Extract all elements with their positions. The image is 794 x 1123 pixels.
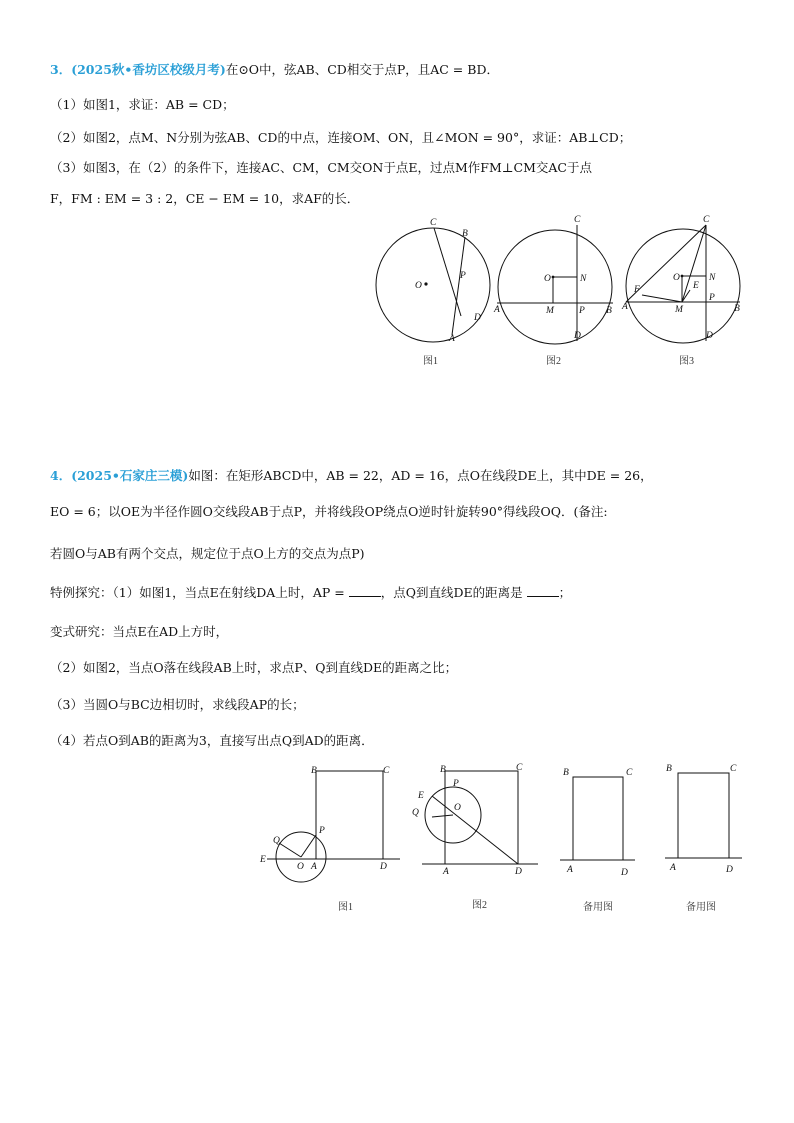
- label-B: B: [666, 764, 672, 774]
- figure-3-caption: 图3: [679, 356, 694, 367]
- label-N: N: [580, 274, 587, 284]
- label-A: A: [622, 302, 628, 312]
- label-P: P: [460, 271, 466, 281]
- label-P: P: [709, 293, 715, 303]
- figure-2-caption: 图2: [546, 356, 561, 367]
- problem-4-variant: 变式研究：当点E在AD上方时，: [50, 624, 229, 639]
- label-P: P: [319, 826, 325, 836]
- label-M: M: [675, 305, 683, 315]
- problem-4-figure-2: [410, 760, 540, 920]
- problem-3-figure-2: [490, 212, 620, 372]
- label-E: E: [418, 791, 424, 801]
- label-C: C: [383, 766, 390, 776]
- label-P: P: [453, 779, 459, 789]
- label-B: B: [563, 768, 569, 778]
- answer-blank-ap: [349, 585, 381, 597]
- label-A: A: [670, 863, 676, 873]
- label-D: D: [515, 867, 522, 877]
- problem-3-line-1: [50, 62, 499, 78]
- label-C: C: [516, 763, 523, 773]
- backup-figure-2-caption: 备用图: [686, 902, 716, 913]
- problem-4-line-1: [50, 468, 653, 484]
- label-C: C: [626, 768, 633, 778]
- problem-3-heading: 3．(2025秋•香坊区校级月考): [50, 62, 226, 77]
- label-C: C: [574, 215, 581, 225]
- answer-blank-distance: [527, 585, 559, 597]
- problem-4-line-3: 若圆O与AB有两个交点，规定位于点O上方的交点为点P): [50, 546, 365, 561]
- problem-3-q3-line-2: F，FM : EM = 3 : 2，CE − EM = 10，求AF的长．: [50, 191, 360, 206]
- label-C: C: [730, 764, 737, 774]
- problem-3-q2: （2）如图2，点M、N分别为弦AB、CD的中点，连接OM、ON，且∠MON = 90°，求证：AB⊥CD；: [50, 130, 632, 145]
- problem-3-figure-3: [620, 212, 750, 372]
- backup-figure-1-caption: 备用图: [583, 902, 613, 913]
- problem-3-q1: （1）如图1，求证：AB = CD；: [50, 97, 235, 112]
- problem-4-q1-part-b: ，点Q到直线DE的距离是: [380, 585, 523, 600]
- problem-4-q2: （2）如图2，当点O落在线段AB上时，求点P、Q到直线DE的距离之比；: [50, 660, 458, 675]
- problem-4-q1: [50, 585, 571, 601]
- label-A: A: [494, 305, 500, 315]
- problem-4-q1-part-a: 特例探究：（1）如图1，当点E在射线DA上时，AP =: [50, 585, 345, 600]
- problem-3-q3-line-1: （3）如图3，在（2）的条件下，连接AC、CM，CM交ON于点E，过点M作FM⊥CM交AC于点: [50, 160, 592, 175]
- figure-1-caption: 图1: [423, 356, 438, 367]
- label-N: N: [709, 273, 716, 283]
- label-B: B: [734, 304, 740, 314]
- label-Q: Q: [273, 836, 280, 846]
- label-B: B: [462, 229, 468, 239]
- label-B: B: [440, 765, 446, 775]
- label-B: B: [606, 306, 612, 316]
- problem-4-heading: 4．(2025•石家庄三模): [50, 468, 189, 483]
- label-D: D: [726, 865, 733, 875]
- label-O: O: [454, 803, 461, 813]
- label-A: A: [443, 867, 449, 877]
- problem-4-q4: （4）若点O到AB的距离为3，直接写出点Q到AD的距离．: [50, 733, 374, 748]
- label-D: D: [380, 862, 387, 872]
- problem-4-backup-figure-1: [555, 760, 645, 920]
- label-C: C: [430, 218, 437, 228]
- label-D: D: [574, 331, 581, 341]
- label-E: E: [260, 855, 266, 865]
- label-O: O: [415, 281, 422, 291]
- problem-4-stem: 如图：在矩形ABCD中，AB = 22，AD = 16，点O在线段DE上，其中DE = 26，: [188, 468, 653, 483]
- problem-4-line-2: EO = 6；以OE为半径作圆O交线段AB于点P，并将线段OP绕点O逆时针旋转90°得线段OQ．(备注:: [50, 504, 608, 519]
- label-P: P: [579, 306, 585, 316]
- figure-2-caption: 图2: [472, 900, 487, 911]
- label-D: D: [474, 313, 481, 323]
- label-A: A: [567, 865, 573, 875]
- label-M: M: [546, 306, 554, 316]
- label-F: F: [634, 285, 640, 295]
- problem-3-figure-1: [370, 212, 500, 372]
- label-D: D: [706, 331, 713, 341]
- problem-4-backup-figure-2: [660, 760, 750, 920]
- label-B: B: [311, 766, 317, 776]
- problem-4-q1-part-c: ；: [558, 585, 572, 600]
- label-O: O: [297, 862, 304, 872]
- label-C: C: [703, 215, 710, 225]
- label-Q: Q: [412, 808, 419, 818]
- label-A: A: [449, 334, 455, 344]
- label-E: E: [693, 281, 699, 291]
- label-O: O: [673, 273, 680, 283]
- problem-4-figure-1: [255, 760, 405, 920]
- label-O: O: [544, 274, 551, 284]
- label-A: A: [311, 862, 317, 872]
- problem-4-q3: （3）当圆O与BC边相切时，求线段AP的长；: [50, 697, 305, 712]
- figure-1-caption: 图1: [338, 902, 353, 913]
- problem-3-stem: 在⊙O中，弦AB、CD相交于点P，且AC = BD．: [225, 62, 499, 77]
- label-D: D: [621, 868, 628, 878]
